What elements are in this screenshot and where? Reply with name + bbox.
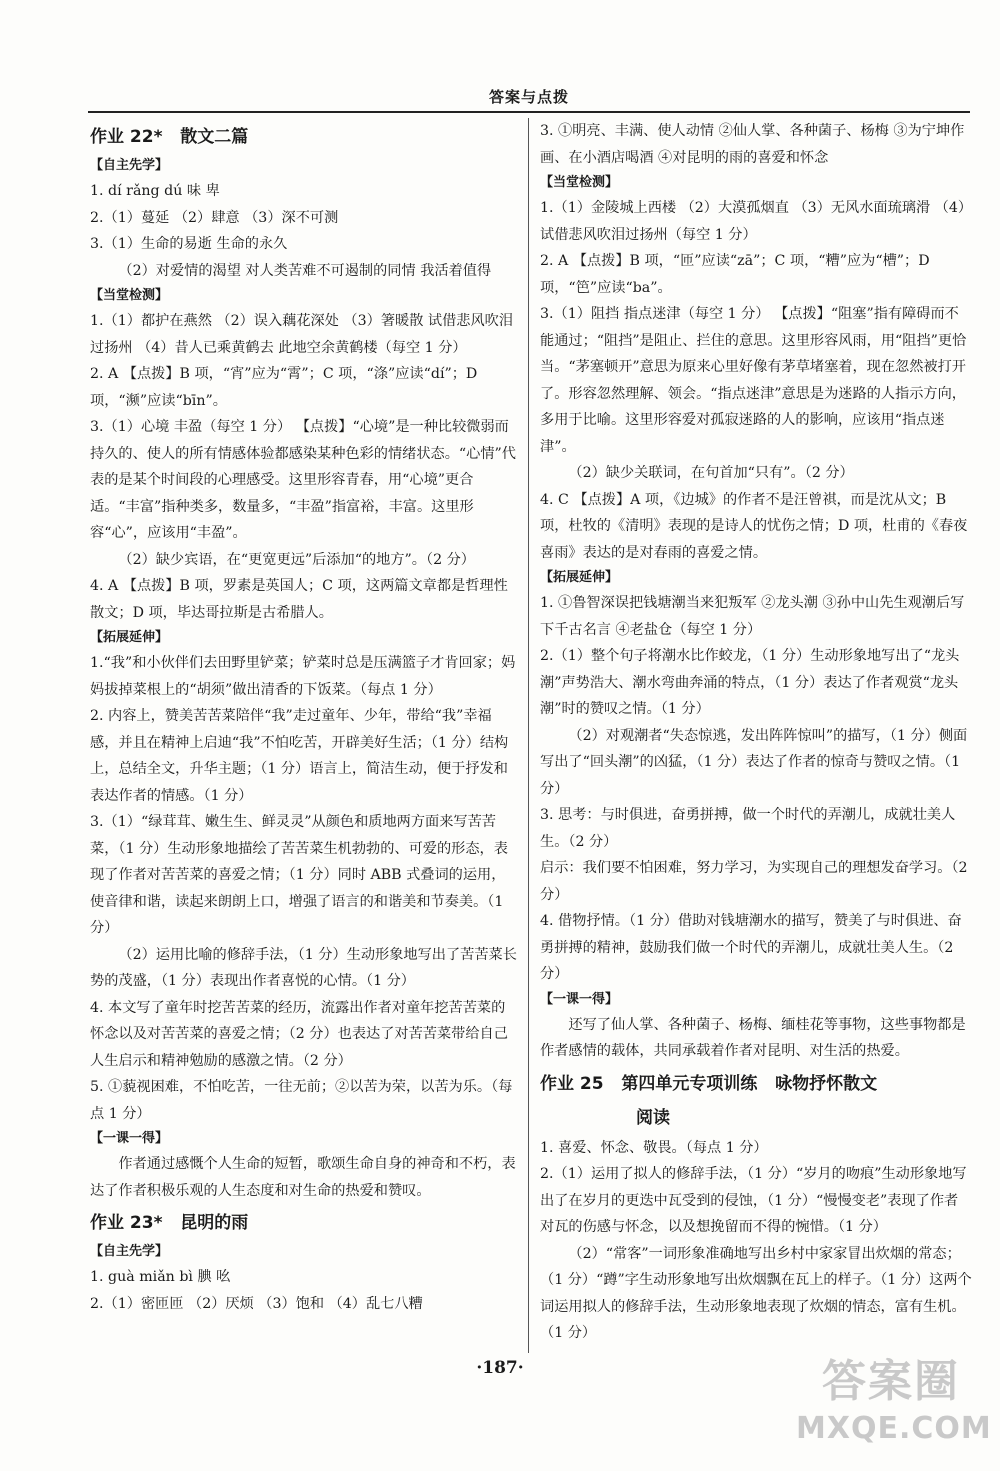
section-tag: 【当堂检测】 <box>90 288 169 303</box>
section-title-continued: 阅读 <box>636 1107 670 1128</box>
answer-item: 1.（1）都护在燕然 （2）误入藕花深处 （3）箸暖散 试借悲风吹泪过扬州 （4）昔人已乘黄鹤去 此地空余黄鹤楼（每空 1 分） <box>90 313 514 356</box>
answer-item: 4. 借物抒情。（1 分）借助对钱塘潮水的描写，赞美了与时俱进、奋勇拼搏的精神，鼓励我们做一个时代的弄潮儿，成就壮美人生。（2 分） <box>540 913 962 982</box>
answer-item: （2）“常客”一词形象准确地写出乡村中家家冒出炊烟的常态；（1 分）“蹲”字生动形象地写出炊烟飘在瓦上的样子。（1 分）这两个词运用拟人的修辞手法，生动形象地表现了炊烟的情态，富有生机。（1 分） <box>540 1245 972 1341</box>
section-tag: 【当堂检测】 <box>540 175 619 190</box>
answer-item: 还写了仙人掌、各种菌子、杨梅、缅桂花等事物，这些事物都是作者感情的载体，共同承载着作者对昆明、对生活的热爱。 <box>540 1016 966 1059</box>
answer-item: 2.（1）蔓延 （2）肆意 （3）深不可测 <box>90 209 339 226</box>
section-title: 作业 25 第四单元专项训练 咏物抒怀散文 <box>540 1073 878 1094</box>
answer-item: 2. A 【点拨】B 项，“宵”应为“霄”；C 项，“涤”应读“dí”；D 项，“濒”应读“bīn”。 <box>90 366 478 409</box>
answer-item: 2.（1）整个句子将潮水比作蛟龙，（1 分）生动形象地写出了“龙头潮”声势浩大、潮水弯曲奔涌的特点，（1 分）表达了作者观赏“龙头潮”时的赞叹之情。（1 分） <box>540 648 960 717</box>
answer-item: 2.（1）密匝匝 （2）厌烦 （3）饱和 （4）乱七八糟 <box>90 1295 423 1312</box>
answer-item: （2）运用比喻的修辞手法，（1 分）生动形象地写出了苦苦菜长势的茂盛，（1 分）表现出作者喜悦的心情。（1 分） <box>90 946 517 989</box>
section-tag: 【一课一得】 <box>90 1131 169 1146</box>
section-tag: 【自主先学】 <box>90 1244 169 1259</box>
answer-item: 1. dí rǎng dú 味 卑 <box>90 183 220 199</box>
answer-item: 4. A 【点拨】B 项，罗素是英国人；C 项，这两篇文章都是哲理性散文；D 项，毕达哥拉斯是古希腊人。 <box>90 578 508 621</box>
answer-item: 3. 思考：与时俱进，奋勇拼搏，做一个时代的弄潮儿，成就壮美人生。（2 分） <box>540 807 956 850</box>
answer-item: 2. A 【点拨】B 项，“匝”应读“zā”；C 项，“糟”应为“槽”；D 项，“笆”应读“ba”。 <box>540 253 930 296</box>
answer-item: 2.（1）运用了拟人的修辞手法，（1 分）“岁月的吻痕”生动形象地写出了在岁月的更迭中瓦受到的侵蚀，（1 分）“慢慢变老”表现了作者对瓦的伤感与怀念，以及想挽留而不得的惋惜。（1 分） <box>540 1166 967 1235</box>
answer-item: 1. 喜爱、怀念、敬畏。（每点 1 分） <box>540 1139 768 1156</box>
section-tag: 【一课一得】 <box>540 991 619 1007</box>
section-tag: 【自主先学】 <box>90 158 169 173</box>
section-title: 作业 23* 昆明的雨 <box>90 1213 249 1233</box>
answer-item: （2）缺少关联词，在句首加“只有”。（2 分） <box>568 465 854 481</box>
answer-item: 3.（1）心境 丰盈（每空 1 分） 【点拨】“心境”是一种比较微弱而持久的、使人的所有情感体验都感染某种色彩的情绪状态。“心情”代表的是某个时间段的心理感受。这里形容青春，用“心境”更合适。“丰富”指种类多，数量多，“丰盈”指富裕，丰富。这里形容“心”，应该用“丰盈”。 <box>90 419 516 541</box>
section-tag: 【拓展延伸】 <box>90 630 169 645</box>
answer-item: 4. 本文写了童年时挖苦苦菜的经历，流露出作者对童年挖苦苦菜的怀念以及对苦苦菜的喜爱之情；（2 分）也表达了对苦苦菜带给自己人生启示和精神勉励的感激之情。（2 分） <box>90 999 508 1069</box>
answer-item: （2）对观潮者“失态惊逃，发出阵阵惊叫”的描写，（1 分）侧面写出了“回头潮”的凶猛，（1 分）表达了作者的惊奇与赞叹之情。（1 分） <box>540 727 968 797</box>
answer-item: 4. C 【点拨】A 项，《边城》的作者不是汪曾祺，而是沈从文；B 项，杜牧的《清明》表现的是诗人的忧伤之情；D 项，杜甫的《春夜喜雨》表达的是对春雨的喜爱之情。 <box>540 491 968 561</box>
answer-item: 5. ①藐视困难，不怕吃苦，一往无前；②以苦为荣，以苦为乐。（每点 1 分） <box>90 1079 513 1122</box>
answer-item: 1. ①鲁智深误把钱塘潮当来犯叛军 ②龙头潮 ③孙中山先生观潮后写下千古名言 ④老盐仓（每空 1 分） <box>540 595 965 638</box>
answer-item: 作者通过感慨个人生命的短暂，歌颂生命自身的神奇和不朽，表达了作者积极乐观的人生态度和对生命的热爱和赞叹。 <box>90 1156 516 1199</box>
answer-item: 启示：我们要不怕困难，努力学习，为实现自己的理想发奋学习。（2 分） <box>540 860 968 903</box>
answer-item: 1. guà miǎn bì 腆 吆 <box>90 1269 231 1285</box>
left-column <box>90 118 518 1317</box>
page-header: 答案与点拨 <box>488 88 569 106</box>
header-rule <box>88 111 970 113</box>
watermark <box>796 1353 992 1463</box>
section-tag: 【拓展延伸】 <box>540 570 619 585</box>
column-divider <box>528 118 529 1353</box>
answer-item: 3.（1）阻挡 指点迷津（每空 1 分） 【点拨】“阻塞”指有障碍而不能通过；“阻挡”是阻止、拦住的意思。这里形容风雨，用“阻挡”更恰当。“茅塞顿开”意思为原来心里好像有茅草堵塞着，现在忽然被打开了。形容忽然理解、领会。“指点迷津”意思是为迷路的人指示方向，多用于比喻。这里形容爱对孤寂迷路的人的影响，应该用“指点迷津”。 <box>540 306 967 455</box>
answer-item: 3.（1）“绿茸茸、嫩生生、鲜灵灵”从颜色和质地两方面来写苦苦菜，（1 分）生动形象地描绘了苦苦菜生机勃勃的、可爱的形态，表现了作者对苦苦菜的喜爱之情；（1 分）同时 ABB 式叠词的运用，使音律和谐，读起来朗朗上口，增强了语言的和谐美和节奏美。（1 分） <box>90 814 508 936</box>
right-column <box>540 118 972 1347</box>
section-title: 作业 22* 散文二篇 <box>90 127 249 147</box>
answer-item: 3. ①明亮、丰满、使人动情 ②仙人掌、各种菌子、杨梅 ③为宁坤作画、在小酒店喝酒 ④对昆明的雨的喜爱和怀念 <box>540 123 965 166</box>
answer-item: （2）对爱情的渴望 对人类苦难不可遏制的同情 我活着值得 <box>118 262 492 279</box>
watermark-logo: 答案圈 <box>822 1356 960 1407</box>
answer-item: （2）缺少宾语，在“更宽更远”后添加“的地方”。（2 分） <box>118 551 475 568</box>
page-number: ·187· <box>476 1358 524 1378</box>
watermark-url: MXQE.COM <box>796 1411 992 1446</box>
answer-item: 2. 内容上，赞美苦苦菜陪伴“我”走过童年、少年，带给“我”幸福感，并且在精神上启迪“我”不怕吃苦，开辟美好生活；（1 分）结构上，总结全文，升华主题；（1 分）语言上，简洁生动，便于抒发和表达作者的情感。（1 分） <box>90 708 509 804</box>
answer-item: 1.（1）金陵城上西楼 （2）大漠孤烟直 （3）无风水面琉璃滑 （4）试借悲风吹泪过扬州（每空 1 分） <box>540 200 965 243</box>
answer-item: 3.（1）生命的易逝 生命的永久 <box>90 236 288 252</box>
answer-item: 1.“我”和小伙伴们去田野里铲菜；铲菜时总是压满篮子才肯回家；妈妈拔掉菜根上的“胡须”做出清香的下饭菜。（每点 1 分） <box>90 655 516 698</box>
